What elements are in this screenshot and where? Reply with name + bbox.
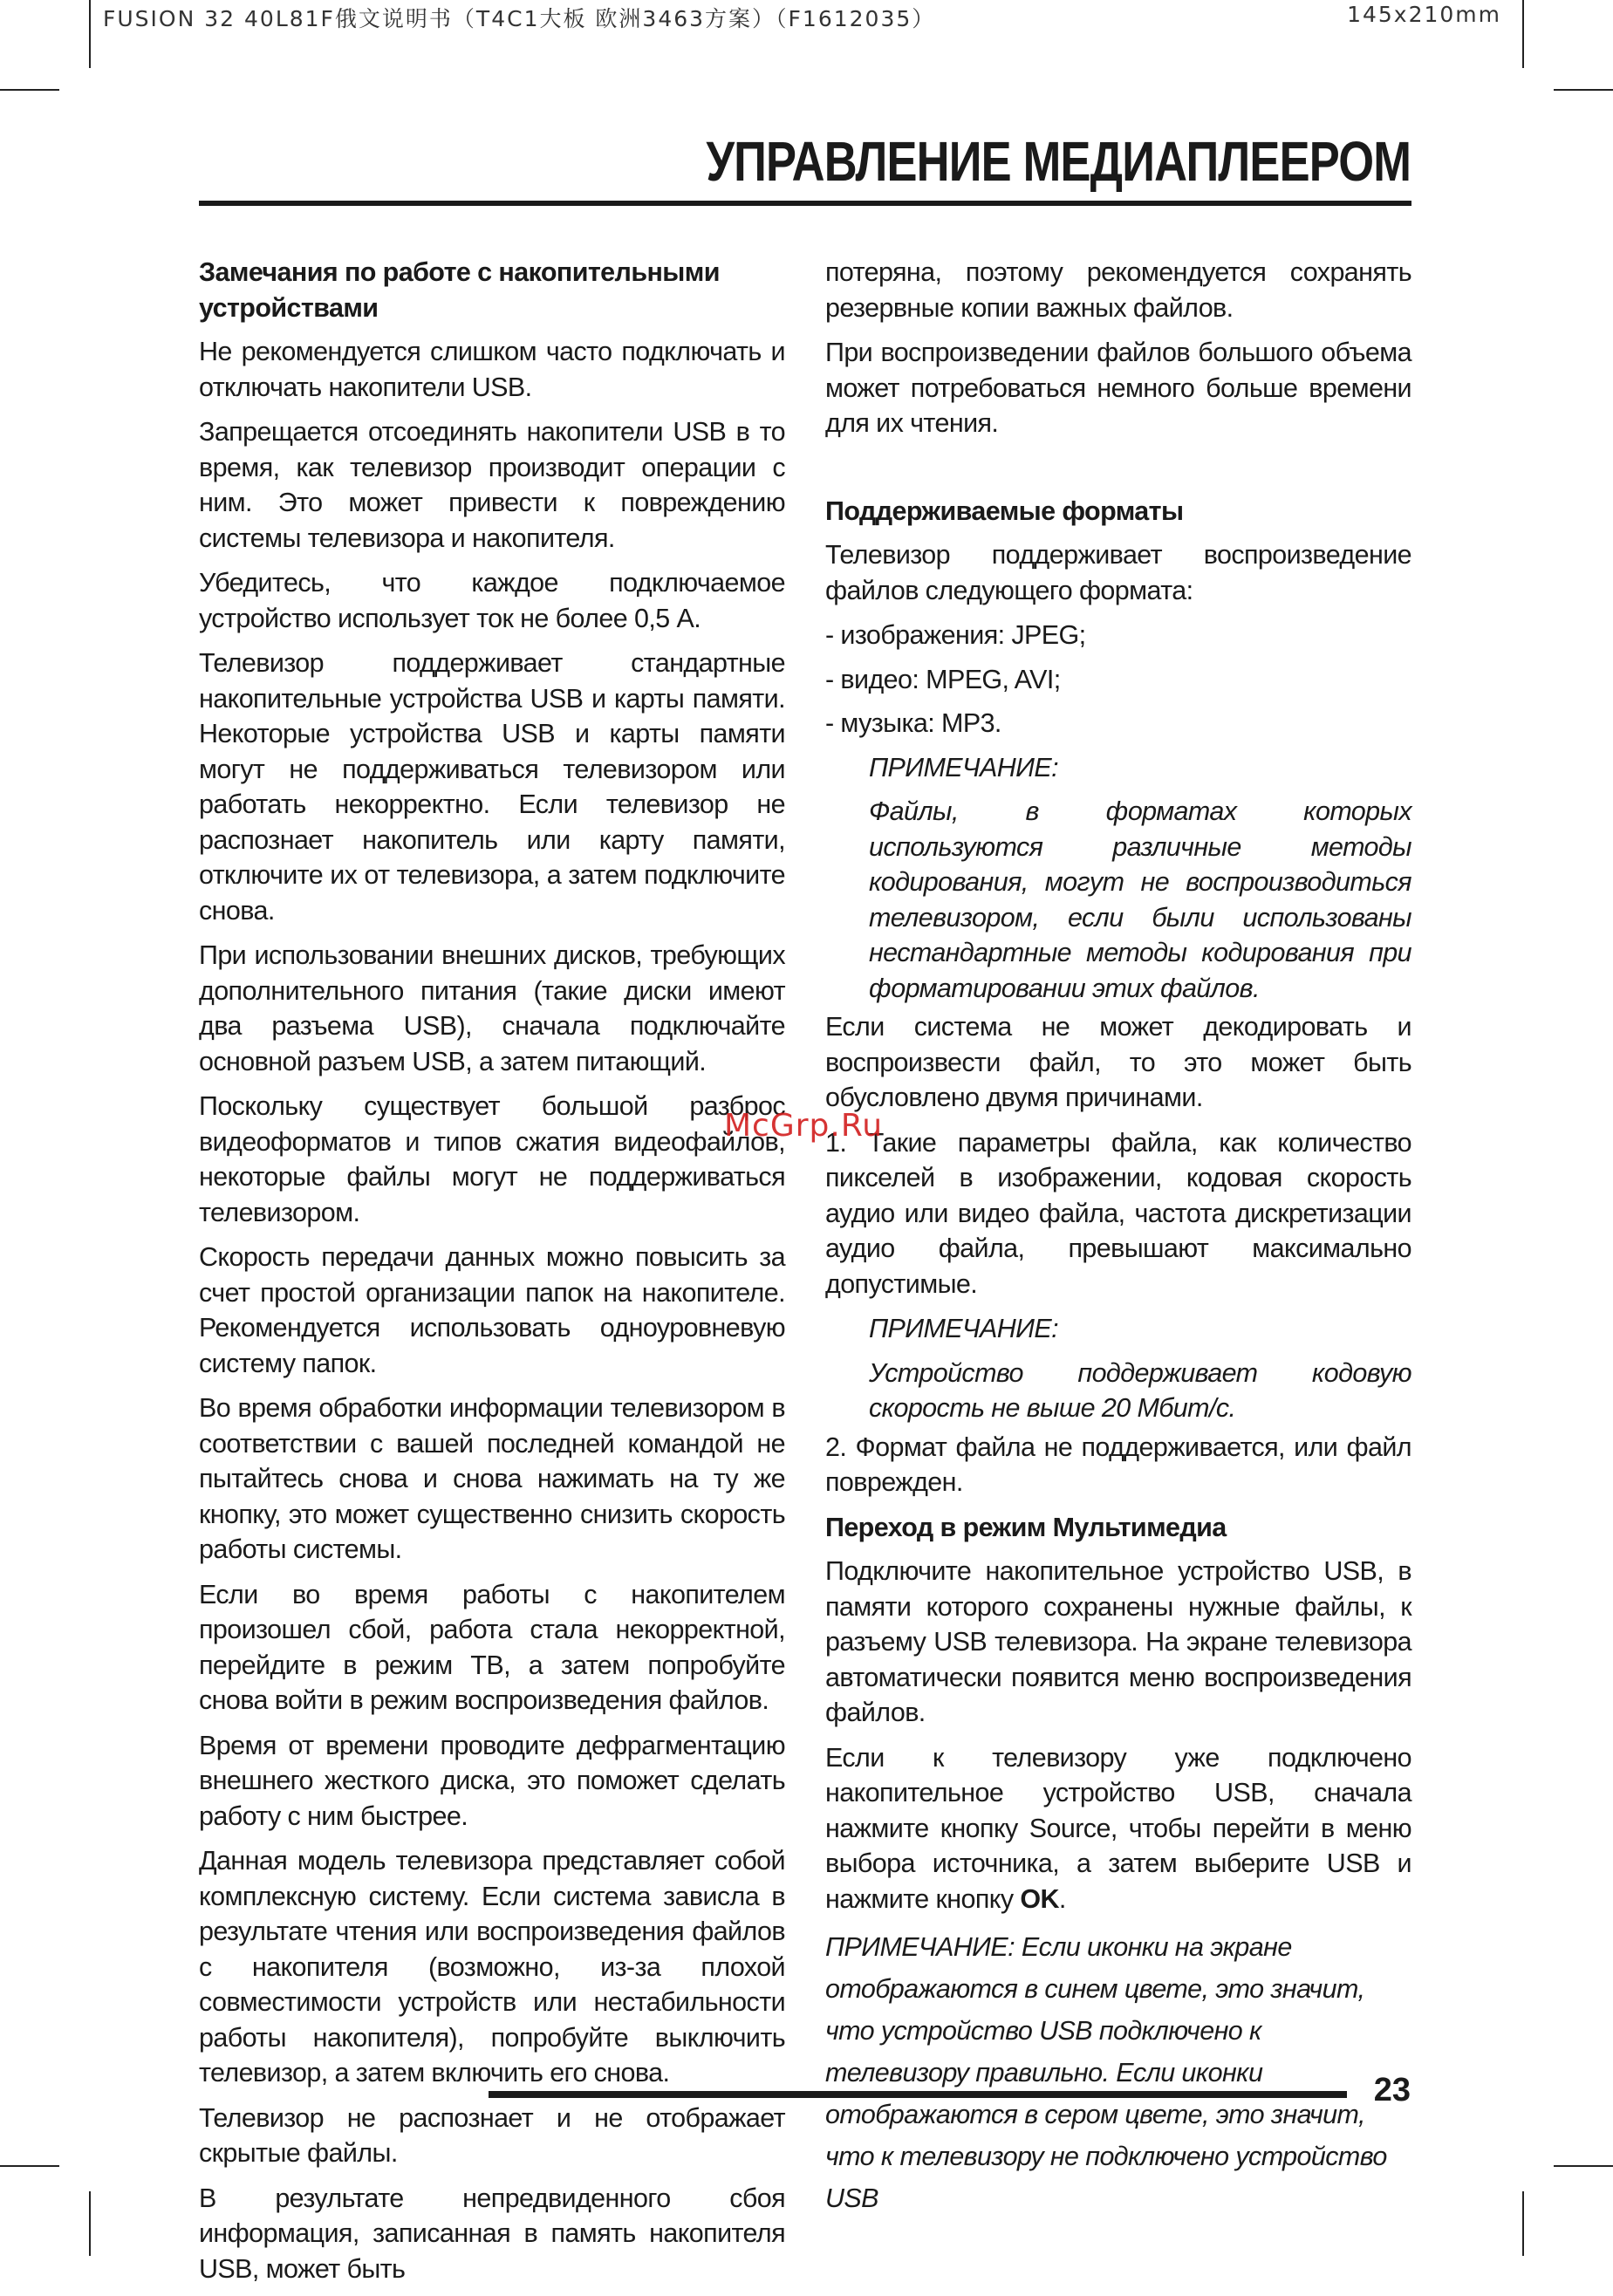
paragraph: Если система не может декодировать и воспроизвести файл, то это может быть обусловлено двумя причинами.: [825, 1012, 1411, 1112]
crop-mark: [89, 0, 91, 68]
crop-mark: [89, 2191, 91, 2256]
page-title: УПРАВЛЕНИЕ МЕДИАПЛЕЕРОМ: [706, 130, 1411, 193]
crop-mark: [0, 2165, 59, 2167]
paragraph: Поскольку существует большой разброс видеоформатов и типов сжатия видеофайлов, некоторые файлы могут не поддерживаться телевизором.: [199, 1091, 785, 1227]
crop-mark: [1554, 89, 1613, 91]
paragraph: Не рекомендуется слишком часто подключать и отключать накопители USB.: [199, 337, 785, 402]
right-column: [825, 255, 1411, 2229]
section-heading-storage-notes: Замечания по работе с накопительными устройствами: [199, 257, 720, 323]
section-heading-formats: Поддерживаемые форматы: [825, 495, 1184, 526]
paragraph: 1. Такие параметры файла, как количество пикселей в изображении, кодовая скорость аудио или видео файла, частота дискретизации аудио файла, превышают максимально допустимые.: [825, 1127, 1411, 1299]
paragraph: При использовании внешних дисков, требующих дополнительного питания (такие диски имеют два разъема USB), сначала подключайте основной разъем USB, а затем питающий.: [199, 940, 785, 1076]
paragraph: Запрещается отсоединять накопители USB в то время, как телевизор производит операции с ним. Это может привести к повреждению системы телевизора и накопителя.: [199, 417, 785, 553]
crop-mark: [1554, 2165, 1613, 2167]
title-divider: [199, 201, 1411, 206]
crop-mark: [0, 89, 59, 91]
left-column: [199, 255, 785, 2296]
paragraph: При воспроизведении файлов большого объема может потребоваться немного больше времени для их чтения.: [825, 338, 1411, 438]
crop-mark: [1522, 0, 1524, 68]
format-item: - музыка: MP3.: [825, 708, 1001, 738]
paragraph: В результате непредвиденного сбоя информация, записанная в память накопителя USB, может быть: [199, 2183, 785, 2284]
paragraph: Подключите накопительное устройство USB, в памяти которого сохранены нужные файлы, к разъему USB телевизора. На экране телевизора автоматически появится меню воспроизведения файлов.: [825, 1556, 1411, 1727]
footer-divider: [489, 2091, 1347, 2098]
paragraph: Во время обработки информации телевизором в соответствии с вашей последней командой не пытайтесь снова и снова нажимать на ту же кнопку, это может существенно снизить скорость работы системы.: [199, 1393, 785, 1564]
text-span: .: [1058, 1883, 1066, 1914]
paragraph: Если во время работы с накопителем произошел сбой, работа стала некорректной, перейдите в режим ТВ, а затем попробуйте снова войти в режим воспроизведения файлов.: [199, 1579, 785, 1715]
ok-key-label: OK: [1020, 1883, 1059, 1914]
text-span: Если к телевизору уже подключено накопительное устройство USB, сначала нажмите кнопку Source, чтобы перейти в меню выбора источника, а затем выберите USB и нажмите кнопку: [825, 1742, 1411, 1914]
note-label: ПРИМЕЧАНИЕ:: [869, 752, 1058, 782]
crop-mark: [1522, 2191, 1524, 2256]
format-item: - изображения: JPEG;: [825, 620, 1086, 650]
paragraph: Скорость передачи данных можно повысить за счет простой организации папок на накопителе. Рекомендуется использовать одноуровневую систему папок.: [199, 1242, 785, 1378]
print-size: 145x210mm: [1347, 2, 1501, 27]
watermark: McGrp.Ru: [724, 1108, 884, 1144]
note-label: ПРИМЕЧАНИЕ:: [869, 1314, 1058, 1343]
paragraph: Убедитесь, что каждое подключаемое устройство использует ток не более 0,5 А.: [199, 568, 785, 633]
note-text: Файлы, в форматах которых используются различные методы кодирования, могут не воспроизводиться телевизором, если были использованы нестандартные методы кодирования при форматировании этих файлов.: [869, 796, 1411, 1003]
paragraph: потеряна, поэтому рекомендуется сохранять резервные копии важных файлов.: [825, 257, 1411, 323]
paragraph: Телевизор поддерживает воспроизведение файлов следующего формата:: [825, 540, 1411, 605]
paragraph: Время от времени проводите дефрагментацию внешнего жесткого диска, это поможет сделать работу с ним быстрее.: [199, 1730, 785, 1831]
note-text: Устройство поддерживает кодовую скорость не выше 20 Мбит/с.: [869, 1357, 1411, 1423]
section-heading-multimedia: Переход в режим Мультимедиа: [825, 1512, 1227, 1542]
paragraph: Данная модель телевизора представляет собой комплексную систему. Если система зависла в результате чтения или воспроизведения файлов с накопителя (возможно, из-за плохой совместимости устройств или нестабильности работы накопителя), попробуйте выключить телевизор, а затем включить его снова.: [199, 1846, 785, 2088]
usb-icon-note: ПРИМЕЧАНИЕ: Если иконки на экране отображаются в синем цвете, это значит, что устройство USB подключено к телевизору правильно. Если иконки отображаются в сером цвете, это значит, что к телевизору не подключено устройство USB: [825, 1932, 1387, 2213]
format-item: - видео: MPEG, AVI;: [825, 664, 1061, 694]
paragraph: 2. Формат файла не поддерживается, или файл поврежден.: [825, 1432, 1411, 1497]
page-number: 23: [1373, 2072, 1411, 2108]
paragraph: [825, 1740, 1411, 1917]
paragraph: Телевизор не распознает и не отображает скрытые файлы.: [199, 2102, 785, 2168]
paragraph: Телевизор поддерживает стандартные накопительные устройства USB и карты памяти. Некоторые устройства USB и карты памяти могут не поддерживаться телевизором или работать некорректно. Если телевизор не распознает накопитель или карту памяти, отключите их от телевизора, а затем подключите снова.: [199, 648, 785, 926]
print-job-code: FUSION 32 40L81F俄文说明书（T4C1大板 欧洲3463方案）（F1612035）: [103, 6, 936, 31]
